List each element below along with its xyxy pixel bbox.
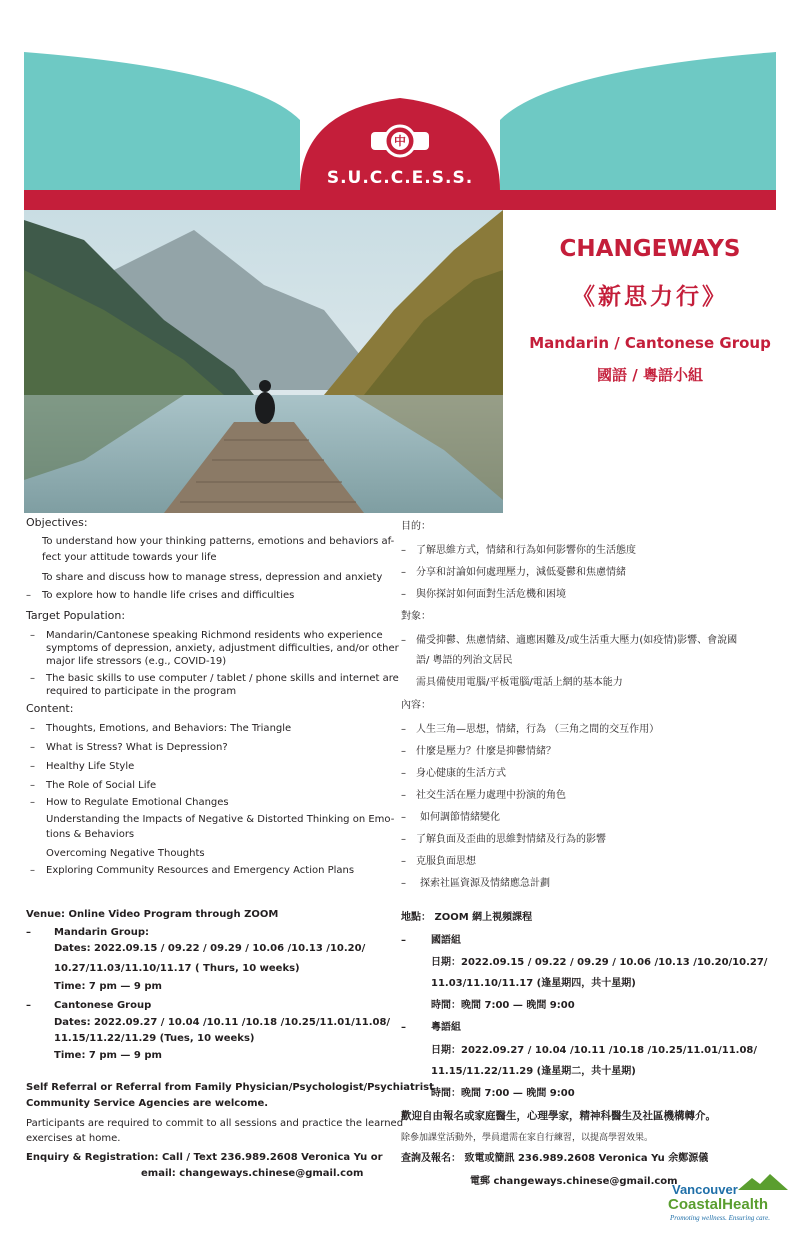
dash-bullet: – [26,927,31,938]
en-content-item: How to Regulate Emotional Changes [46,797,229,808]
dash-bullet: – [30,865,35,876]
dash-bullet: – [401,878,406,889]
en-cantonese-time: Time: 7 pm — 9 pm [54,1050,162,1061]
zh-content-heading: 內容： [401,700,431,711]
dash-bullet: – [401,635,406,646]
dash-bullet: – [401,746,406,757]
en-objective-line: To share and discuss how to manage stress, depression and anxiety [42,572,383,583]
dash-bullet: – [401,768,406,779]
en-content-item: Understanding the Impacts of Negative & Distorted Thinking on Emo- [46,814,395,825]
en-mandarin-dates: Dates: 2022.09.15 / 09.22 / 09.29 / 10.06 /10.13 /10.20/ [54,943,366,954]
dash-bullet: – [401,589,406,600]
dash-bullet: – [30,673,35,684]
zh-content-item: 探索社區資源及情緒應急計劃 [420,878,550,889]
en-cantonese-label: Cantonese Group [54,1000,152,1011]
zh-mandarin-label: 國語組 [431,935,461,946]
zh-objectives-heading: 目的： [401,521,431,532]
zh-objective-line: 分享和討論如何處理壓力，減低憂鬱和焦慮情緒 [416,567,626,578]
zh-mandarin-dates: 日期：2022.09.15 / 09.22 / 09.29 / 10.06 /10.13 /10.20/10.27/ [431,957,768,968]
group-title-zh: 國語 / 粵語小組 [597,366,703,384]
en-cantonese-dates: Dates: 2022.09.27 / 10.04 /10.11 /10.18 /10.25/11.01/11.08/ [54,1017,391,1028]
zh-objective-line: 與你探討如何面對生活危機和困境 [416,589,566,600]
dash-bullet: – [30,797,35,808]
zh-content-item: 什麼是壓力？什麼是抑鬱情緒？ [416,746,556,757]
en-content-heading: Content: [26,702,74,715]
en-content-item: What is Stress? What is Depression? [46,742,228,753]
en-objective-line: To explore how to handle life crises and difficulties [42,590,295,601]
en-content-item: Exploring Community Resources and Emergency Action Plans [46,865,355,876]
en-content-item: Overcoming Negative Thoughts [46,848,205,859]
zh-commit: 除參加課堂活動外，學員還需在家自行練習，以提高學習效果。 [401,1133,654,1143]
zh-content-item: 人生三角—思想，情緒，行為 （三角之間的交互作用） [416,724,660,735]
en-objectives-heading: Objectives: [26,516,88,529]
dash-bullet: – [401,790,406,801]
en-target-line: Mandarin/Cantonese speaking Richmond residents who experience [46,630,383,641]
dash-bullet: – [401,724,406,735]
dash-bullet: – [401,567,406,578]
en-commit: Participants are required to commit to all sessions and practice the learned [26,1118,404,1129]
dash-bullet: – [401,1022,406,1033]
en-mandarin-time: Time: 7 pm — 9 pm [54,981,162,992]
en-commit: exercises at home. [26,1133,121,1144]
dash-bullet: – [401,856,406,867]
zh-cantonese-label: 粵語組 [431,1022,461,1033]
red-stripe [24,190,776,210]
en-target-heading: Target Population: [26,609,126,622]
zh-cantonese-dates: 11.15/11.22/11.29 (逢星期二，共十星期) [431,1066,636,1077]
dash-bullet: – [401,812,406,823]
en-mandarin-label: Mandarin Group: [54,927,149,938]
dash-bullet: – [30,742,35,753]
dash-bullet: – [26,1000,31,1011]
zh-target-line: 備受抑鬱、焦慮情緒、適應困難及/或生活重大壓力(如疫情)影響、會說國 [416,635,738,646]
org-name: S.U.C.C.E.S.S. [326,168,474,188]
dash-bullet: – [401,935,406,946]
vch-logo-line2: CoastalHealth [668,1196,769,1213]
vch-mountain-icon [738,1174,788,1192]
en-enquiry: Enquiry & Registration: Call / Text 236.989.2608 Veronica Yu or [26,1152,383,1163]
en-objective-line: fect your attitude towards your life [42,552,217,563]
en-target-line: symptoms of depression, anxiety, adjustment difficulties, and/or other [46,643,399,654]
en-content-item: Thoughts, Emotions, and Behaviors: The Triangle [46,723,292,734]
en-content-item: Healthy Life Style [46,761,135,772]
dash-bullet: – [401,834,406,845]
dash-bullet: – [30,780,35,791]
program-title-zh: 《新思力行》 [572,284,728,310]
zh-cantonese-time: 時間：晚間 7:00 — 晚間 9:00 [431,1088,575,1099]
vch-logo-tagline: Promoting wellness. Ensuring care. [670,1214,771,1222]
zh-mandarin-dates: 11.03/11.10/11.17 (逢星期四，共十星期) [431,978,636,989]
zh-target-heading: 對象： [401,611,431,622]
en-target-line: required to participate in the program [46,686,237,697]
vch-logo-line1: Vancouver [672,1182,738,1197]
zh-enquiry-email: 電郵 changeways.chinese@gmail.com [470,1176,678,1187]
zh-mandarin-time: 時間：晚間 7:00 — 晚間 9:00 [431,1000,575,1011]
dash-bullet: – [30,761,35,772]
en-mandarin-dates: 10.27/11.03/11.10/11.17 ( Thurs, 10 weeks) [54,963,300,974]
lake-mountain-photo [24,210,503,513]
dash-bullet: – [30,723,35,734]
en-enquiry-email: email: changeways.chinese@gmail.com [141,1168,364,1179]
zh-content-item: 如何調節情緒變化 [420,812,500,823]
en-content-item: tions & Behaviors [46,829,135,840]
dash-bullet: – [401,545,406,556]
zh-cantonese-dates: 日期：2022.09.27 / 10.04 /10.11 /10.18 /10.25/11.01/11.08/ [431,1045,758,1056]
group-title-en: Mandarin / Cantonese Group [529,334,771,352]
en-target-line: The basic skills to use computer / tablet / phone skills and internet are [46,673,399,684]
en-referral: Self Referral or Referral from Family Physician/Psychologist/Psychiatrist [26,1082,434,1093]
en-cantonese-dates: 11.15/11.22/11.29 (Tues, 10 weeks) [54,1033,255,1044]
zh-venue: 地點： ZOOM 網上視頻課程 [401,912,533,923]
en-objective-line: To understand how your thinking patterns, emotions and behaviors af- [42,536,395,547]
zh-target-line: 需具備使用電腦/平板電腦/電話上網的基本能力 [416,677,623,688]
zh-content-item: 社交生活在壓力處理中扮演的角色 [416,790,566,801]
zh-enquiry: 查詢及報名： 致電或簡訊 236.989.2608 Veronica Yu 余鄭源儀 [401,1153,709,1164]
dash-bullet: – [26,590,31,601]
en-content-item: The Role of Social Life [46,780,157,791]
zh-content-item: 身心健康的生活方式 [416,768,506,779]
en-target-line: major life stressors (e.g., COVID-19) [46,656,227,667]
zh-target-line: 語/ 粵語的列治文居民 [416,655,513,666]
zh-content-item: 克服負面思想 [416,856,476,867]
zh-content-item: 了解負面及歪曲的思維對情緒及行為的影響 [416,834,606,845]
zh-referral: 歡迎自由報名或家庭醫生，心理學家，精神科醫生及社區機構轉介。 [401,1110,716,1122]
zh-objective-line: 了解思維方式，情緒和行為如何影響你的生活態度 [416,545,636,556]
en-referral: Community Service Agencies are welcome. [26,1098,269,1109]
program-title-en: CHANGEWAYS [559,236,741,262]
logo-glyph: 中 [393,134,406,148]
en-venue: Venue: Online Video Program through ZOOM [26,909,279,920]
dash-bullet: – [30,630,35,641]
